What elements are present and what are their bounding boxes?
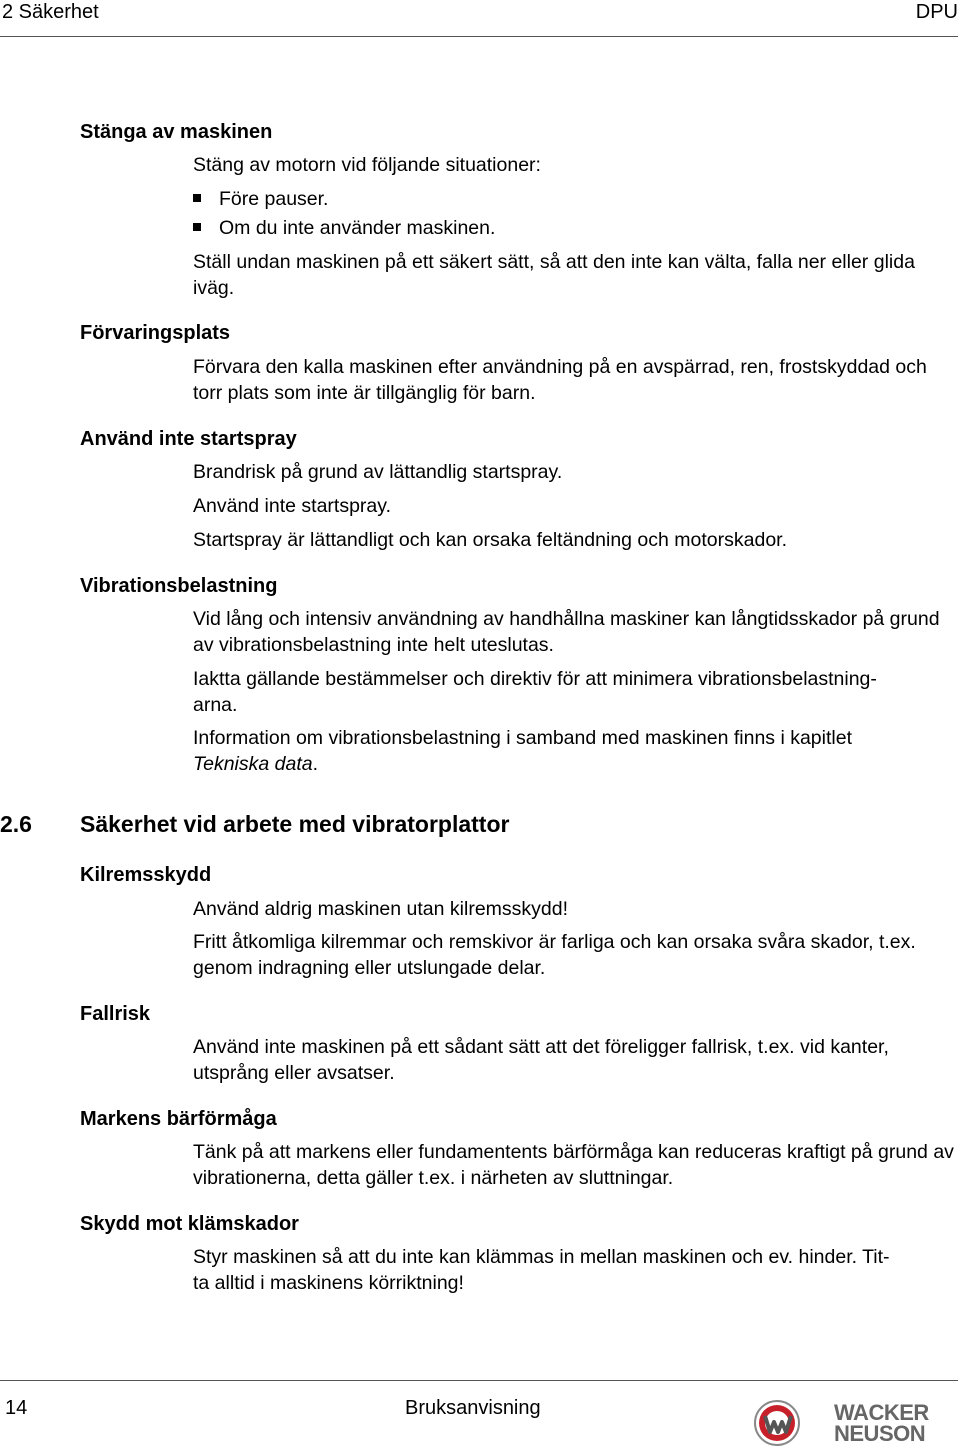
kilrem-p2: Fritt åtkomliga kilremmar och remskivor är farliga och kan orsaka svåra skador, t.ex. genom indragning eller utslungade delar. [193, 931, 916, 979]
kilrem-p1: Använd aldrig maskinen utan kilremsskydd! [193, 898, 569, 920]
vibration-p1: Vid lång och intensiv användning av handhållna maskiner kan långtidsskador på grund av vibrationsbelastning inte helt uteslutas. [193, 608, 940, 656]
bullet-item: Före pauser. [193, 186, 328, 212]
heading-kilrem: Kilremsskydd [80, 864, 212, 886]
heading-forvaring: Förvaringsplats [80, 322, 231, 344]
page-number: 14 [5, 1397, 28, 1419]
heading-startspray: Använd inte startspray [80, 428, 297, 450]
heading-bar: Markens bärförmåga [80, 1108, 277, 1130]
brand-logo [752, 1398, 960, 1447]
heading-fallrisk: Fallrisk [80, 1003, 151, 1025]
document-type: Bruksanvisning [405, 1397, 541, 1419]
forvaring-text: Förvara den kalla maskinen efter användning på en avspärrad, ren, frostskyddad och torr plats som inte är tillgänglig för barn. [193, 356, 927, 404]
heading-stanga: Stänga av maskinen [80, 121, 273, 143]
footer-rule [0, 1380, 958, 1381]
heading-vibration: Vibrationsbelastning [80, 575, 278, 597]
wacker-neuson-emblem-icon [754, 1400, 800, 1446]
section-heading [0, 810, 700, 838]
section-title: Säkerhet vid arbete med vibratorplattor [80, 811, 510, 837]
page-header [0, 0, 960, 24]
startspray-p2: Använd inte startspray. [193, 495, 391, 517]
fallrisk-text: Använd inte maskinen på ett sådant sätt att det föreligger fallrisk, t.ex. vid kanter, utsprång eller avsatser. [193, 1036, 889, 1084]
vibration-p3: Information om vibrationsbelastning i samband med maskinen finns i kapitlet Tekniska data. [193, 727, 853, 775]
startspray-p3: Startspray är lättandligt och kan orsaka feltändning och motorskador. [193, 529, 787, 551]
bullet-square-icon [193, 194, 201, 202]
bullet-item: Om du inte använder maskinen. [193, 215, 495, 241]
startspray-p1: Brandrisk på grund av lättandlig startspray. [193, 461, 563, 483]
bullet-square-icon [193, 223, 201, 231]
header-product: DPU [915, 1, 958, 23]
heading-klam: Skydd mot klämskador [80, 1213, 299, 1235]
brand-wordmark: WACKER NEUSON [834, 1400, 929, 1446]
klam-text: Styr maskinen så att du inte kan klämmas in mellan maskinen och ev. hinder. Tit- ta alltid i maskinens körriktning! [193, 1246, 890, 1294]
vibration-p2: Iaktta gällande bestämmelser och direktiv för att minimera vibrationsbelastning- arna. [193, 668, 877, 716]
bar-text: Tänk på att markens eller fundamentents bärförmåga kan reduceras kraftigt på grund av vibrationerna, detta gäller t.ex. i närheten av sluttningar. [193, 1141, 954, 1189]
stanga-text: Ställ undan maskinen på ett säkert sätt, så att den inte kan välta, falla ner eller glida iväg. [193, 251, 915, 299]
header-section: 2 Säkerhet [2, 1, 99, 23]
stanga-intro: Stäng av motorn vid följande situationer: [193, 154, 541, 176]
header-rule [0, 36, 958, 37]
section-number: 2.6 [0, 811, 32, 837]
chapter-reference: Tekniska data [193, 753, 313, 775]
